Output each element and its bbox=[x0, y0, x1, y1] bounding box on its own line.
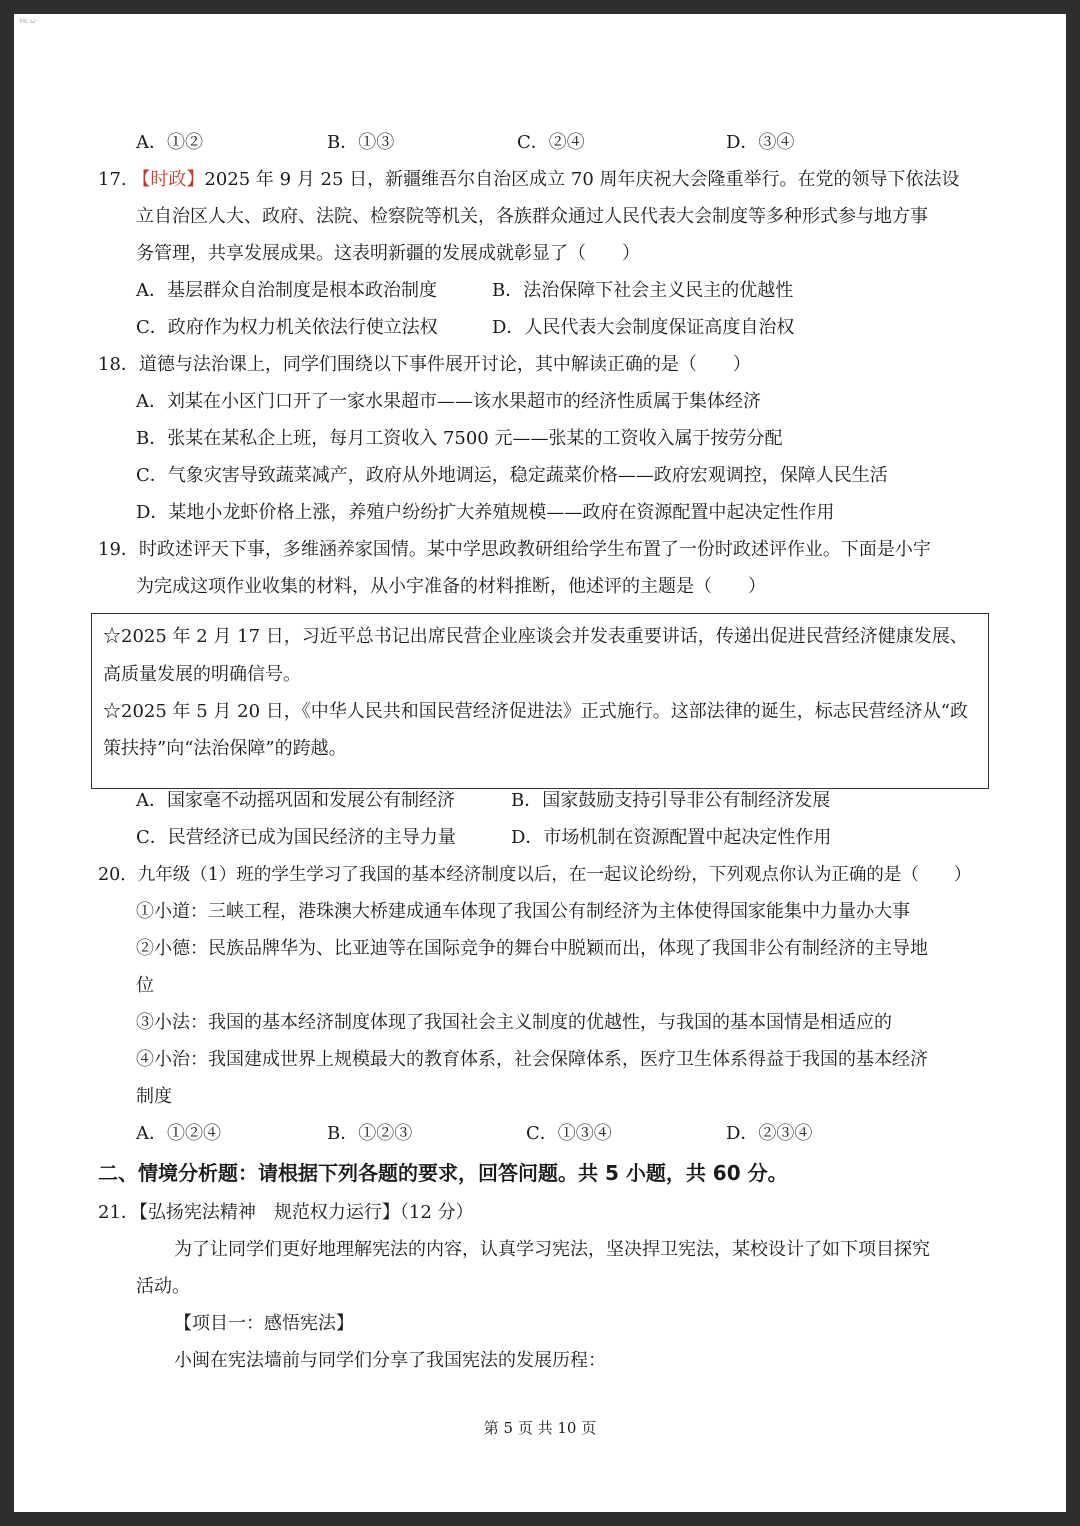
page-footer: 第 5 页 共 10 页 bbox=[483, 1419, 597, 1437]
q20-item-3: ③小法：我国的基本经济制度体现了我国社会主义制度的优越性，与我国的基本国情是相适应的 bbox=[136, 1012, 892, 1033]
q19-option-b: B．国家鼓励支持引导非公有制经济发展 bbox=[511, 790, 831, 811]
q20-item-4-cont: 制度 bbox=[136, 1086, 172, 1107]
q16-option-a: A．①② bbox=[136, 132, 203, 153]
corner-mark: ·ML·ω· bbox=[18, 18, 38, 25]
q16-option-d: D．③④ bbox=[726, 132, 795, 153]
q20-option-d: D．②③④ bbox=[726, 1123, 813, 1144]
q17-option-b: B．法治保障下社会主义民主的优越性 bbox=[492, 280, 794, 301]
q20-option-b: B．①②③ bbox=[327, 1123, 413, 1144]
q21-intro-line-2: 活动。 bbox=[136, 1276, 190, 1297]
q18-stem: 18．道德与法治课上，同学们围绕以下事件展开讨论，其中解读正确的是（ ） bbox=[98, 354, 751, 375]
q17-line-1 bbox=[98, 168, 960, 192]
q19-material-line-3: ☆2025 年 5 月 20 日，《中华人民共和国民营经济促进法》正式施行。这部法律的诞生，标志民营经济从“政 bbox=[103, 701, 968, 722]
q20-item-1: ①小道：三峡工程，港珠澳大桥建成通车体现了我国公有制经济为主体使得国家能集中力量办大事 bbox=[136, 901, 910, 922]
q19-material-line-4: 策扶持”向“法治保障”的跨越。 bbox=[103, 738, 347, 759]
q21-intro-line-1: 为了让同学们更好地理解宪法的内容，认真学习宪法，坚决捍卫宪法，某校设计了如下项目探究 bbox=[174, 1239, 930, 1260]
q17-option-d: D．人民代表大会制度保证高度自治权 bbox=[492, 317, 795, 338]
q19-stem-line-1: 19．时政述评天下事，多维涵养家国情。某中学思政教研组给学生布置了一份时政述评作业。下面是小宇 bbox=[98, 539, 931, 560]
q19-option-d: D．市场机制在资源配置中起决定性作用 bbox=[511, 827, 832, 848]
q17-number: 17. bbox=[98, 169, 127, 190]
q19-option-c: C．民营经济已成为国民经济的主导力量 bbox=[136, 827, 456, 848]
q18-option-d: D．某地小龙虾价格上涨，养殖户纷纷扩大养殖规模——政府在资源配置中起决定性作用 bbox=[136, 502, 835, 523]
q17-line-2: 立自治区人大、政府、法院、检察院等机关，各族群众通过人民代表大会制度等多种形式参与地方事 bbox=[136, 206, 928, 227]
q20-stem: 20．九年级（1）班的学生学习了我国的基本经济制度以后，在一起议论纷纷，下列观点你认为正确的是（ ） bbox=[98, 865, 972, 885]
q18-option-c: C．气象灾害导致蔬菜减产，政府从外地调运，稳定蔬菜价格——政府宏观调控，保障人民生活 bbox=[136, 465, 888, 486]
q19-stem-line-2: 为完成这项作业收集的材料，从小宇准备的材料推断，他述评的主题是（ ） bbox=[136, 576, 766, 597]
q16-option-b: B．①③ bbox=[327, 132, 395, 153]
q19-material-line-1: ☆2025 年 2 月 17 日，习近平总书记出席民营企业座谈会并发表重要讲话，传递出促进民营经济健康发展、 bbox=[103, 626, 968, 647]
q16-option-c: C．②④ bbox=[517, 132, 585, 153]
exam-page bbox=[14, 14, 1066, 1512]
section-2-heading: 二、情境分析题：请根据下列各题的要求，回答问题。共 5 小题，共 60 分。 bbox=[98, 1161, 788, 1185]
q20-item-2: ②小德：民族品牌华为、比亚迪等在国际竞争的舞台中脱颖而出，体现了我国非公有制经济的主导地 bbox=[136, 938, 928, 959]
q20-option-a: A．①②④ bbox=[136, 1123, 221, 1144]
q20-option-c: C．①③④ bbox=[526, 1123, 612, 1144]
q21-project-text: 小闽在宪法墙前与同学们分享了我国宪法的发展历程： bbox=[174, 1350, 606, 1371]
q17-option-c: C．政府作为权力机关依法行使立法权 bbox=[136, 317, 438, 338]
q17-line-3: 务管理，共享发展成果。这表明新疆的发展成就彰显了（ ） bbox=[136, 243, 640, 264]
q21-title: 21．【弘扬宪法精神 规范权力运行】（12 分） bbox=[98, 1202, 474, 1223]
q17-option-a: A．基层群众自治制度是根本政治制度 bbox=[136, 280, 437, 301]
q19-material-line-2: 高质量发展的明确信号。 bbox=[103, 664, 301, 685]
q18-option-a: A．刘某在小区门口开了一家水果超市——该水果超市的经济性质属于集体经济 bbox=[136, 391, 761, 412]
q21-project-title: 【项目一：感悟宪法】 bbox=[174, 1313, 354, 1334]
q17-text: 2025 年 9 月 25 日，新疆维吾尔自治区成立 70 周年庆祝大会隆重举行。在党的领导下依法设 bbox=[204, 169, 960, 190]
q19-option-a: A．国家毫不动摇巩固和发展公有制经济 bbox=[136, 790, 455, 811]
q17-tag: 【时政】 bbox=[132, 169, 205, 190]
q18-option-b: B．张某在某私企上班，每月工资收入 7500 元——张某的工资收入属于按劳分配 bbox=[136, 428, 783, 449]
q20-item-2-cont: 位 bbox=[136, 975, 154, 996]
q20-item-4: ④小治：我国建成世界上规模最大的教育体系，社会保障体系，医疗卫生体系得益于我国的基本经济 bbox=[136, 1049, 928, 1070]
